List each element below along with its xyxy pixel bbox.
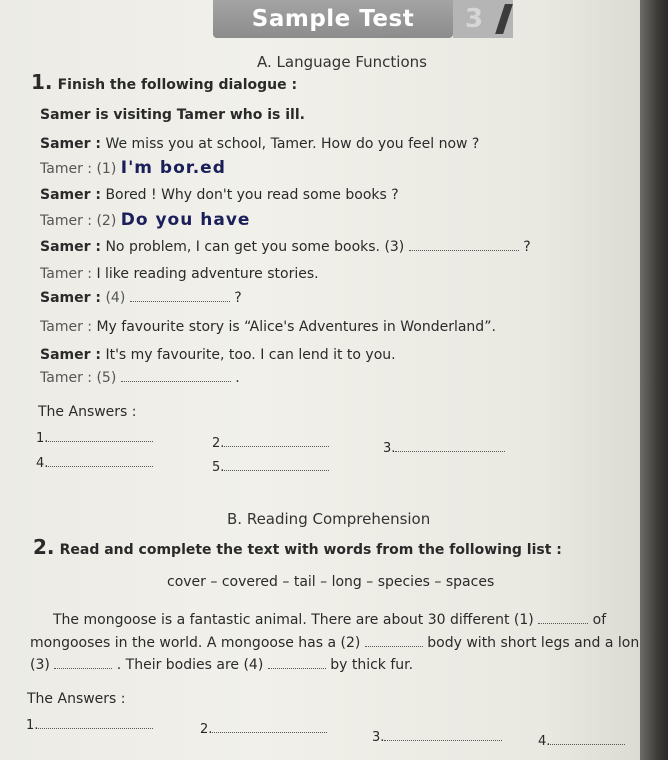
speaker-tamer: Tamer : xyxy=(40,213,92,229)
handwritten-answer-2: Do you have xyxy=(120,210,251,230)
dialogue-line-1 xyxy=(40,136,479,152)
answer-line[interactable] xyxy=(224,460,329,471)
speaker-samer: Samer : xyxy=(40,347,101,363)
speaker-samer: Samer : xyxy=(40,239,101,255)
handwritten-answer-1: I'm bor.ed xyxy=(120,158,226,178)
answer-a-2[interactable] xyxy=(212,436,329,451)
answer-number: 1. xyxy=(26,718,39,733)
passage-text: of xyxy=(592,612,607,628)
blank-number: (2) xyxy=(96,213,117,229)
answer-blank[interactable] xyxy=(121,371,231,382)
speaker-tamer: Tamer : xyxy=(40,266,92,282)
speaker-samer: Samer : xyxy=(40,136,101,152)
speaker-tamer: Tamer : xyxy=(40,319,92,335)
line-text: We miss you at school, Tamer. How do you feel now ? xyxy=(105,136,480,152)
answer-number: 4. xyxy=(36,456,49,471)
passage-line-3 xyxy=(30,657,413,673)
blank-number: (4) xyxy=(105,290,126,306)
line-text: I like reading adventure stories. xyxy=(96,266,319,282)
answer-line[interactable] xyxy=(384,730,502,741)
question-2-instruction: Read and complete the text with words from the following list : xyxy=(59,542,562,558)
answer-a-1[interactable] xyxy=(36,431,153,446)
answer-number: 5. xyxy=(212,460,225,475)
answer-line[interactable] xyxy=(395,441,505,452)
passage-blank-4[interactable] xyxy=(268,658,326,669)
answer-line[interactable] xyxy=(212,722,327,733)
answer-number: 3. xyxy=(372,730,385,745)
dialogue-intro: Samer is visiting Tamer who is ill. xyxy=(40,107,305,123)
question-2-header xyxy=(33,535,562,559)
dialogue-line-3 xyxy=(40,187,399,203)
answer-line[interactable] xyxy=(48,456,153,467)
dialogue-line-6 xyxy=(40,266,319,282)
answer-blank[interactable] xyxy=(130,291,230,302)
answer-b-4[interactable] xyxy=(538,734,625,749)
passage-line-1 xyxy=(53,612,606,628)
passage-blank-2[interactable] xyxy=(365,636,423,647)
dialogue-line-10 xyxy=(40,370,240,386)
answer-a-5[interactable] xyxy=(212,460,329,475)
dialogue-line-4 xyxy=(40,210,250,230)
answer-number: 2. xyxy=(212,436,225,451)
dialogue-line-8 xyxy=(40,319,496,335)
answers-label-a: The Answers : xyxy=(38,404,137,420)
answer-line[interactable] xyxy=(48,431,153,442)
answer-number: 2. xyxy=(200,722,213,737)
section-a-title: A. Language Functions xyxy=(257,53,427,71)
passage-text: The mongoose is a fantastic animal. There are about 30 different (1) xyxy=(53,612,534,628)
speaker-samer: Samer : xyxy=(40,187,101,203)
passage-blank-1[interactable] xyxy=(538,613,588,624)
blank-number: (1) xyxy=(96,161,117,177)
line-text: No problem, I can get you some books. (3) xyxy=(105,239,405,255)
question-1-header xyxy=(31,70,297,94)
answer-blank[interactable] xyxy=(409,240,519,251)
passage-blank-3[interactable] xyxy=(54,658,112,669)
answer-line[interactable] xyxy=(38,718,153,729)
answers-label-b: The Answers : xyxy=(27,691,126,707)
dialogue-line-7 xyxy=(40,290,242,306)
question-mark: ? xyxy=(523,239,531,255)
dialogue-line-9 xyxy=(40,347,396,363)
answer-b-1[interactable] xyxy=(26,718,153,733)
line-text: My favourite story is “Alice's Adventures in Wonderland”. xyxy=(96,319,496,335)
question-mark: ? xyxy=(234,290,242,306)
answer-b-3[interactable] xyxy=(372,730,502,745)
dialogue-line-2 xyxy=(40,158,226,178)
speaker-tamer: Tamer : xyxy=(40,161,92,177)
passage-text: by thick fur. xyxy=(330,657,414,673)
blank-number: (5) xyxy=(96,370,117,386)
page-edge-shadow xyxy=(640,0,668,760)
period: . xyxy=(235,370,240,386)
speaker-tamer: Tamer : xyxy=(40,370,92,386)
answer-a-4[interactable] xyxy=(36,456,153,471)
passage-text: . Their bodies are (4) xyxy=(116,657,264,673)
answer-a-3[interactable] xyxy=(383,441,505,456)
answer-number: 4. xyxy=(538,734,551,749)
answer-line[interactable] xyxy=(224,436,329,447)
dialogue-line-5 xyxy=(40,239,531,255)
speaker-samer: Samer : xyxy=(40,290,101,306)
section-b-title: B. Reading Comprehension xyxy=(227,510,431,528)
line-text: Bored ! Why don't you read some books ? xyxy=(105,187,399,203)
answer-number: 3. xyxy=(383,441,396,456)
answer-number: 1. xyxy=(36,431,49,446)
passage-text: body with short legs and a lon xyxy=(427,635,640,651)
answer-line[interactable] xyxy=(550,734,625,745)
word-list: cover – covered – tail – long – species – spaces xyxy=(167,574,495,590)
question-2-number: 2. xyxy=(33,535,55,559)
test-title-banner: Sample Test xyxy=(213,0,453,38)
line-text: It's my favourite, too. I can lend it to you. xyxy=(105,347,396,363)
test-number-badge: 3 xyxy=(453,0,513,38)
question-1-number: 1. xyxy=(31,70,53,94)
passage-text: mongooses in the world. A mongoose has a (2) xyxy=(30,635,361,651)
passage-text: (3) xyxy=(30,657,50,673)
passage-line-2 xyxy=(30,635,639,651)
answer-b-2[interactable] xyxy=(200,722,327,737)
question-1-instruction: Finish the following dialogue : xyxy=(57,77,298,93)
